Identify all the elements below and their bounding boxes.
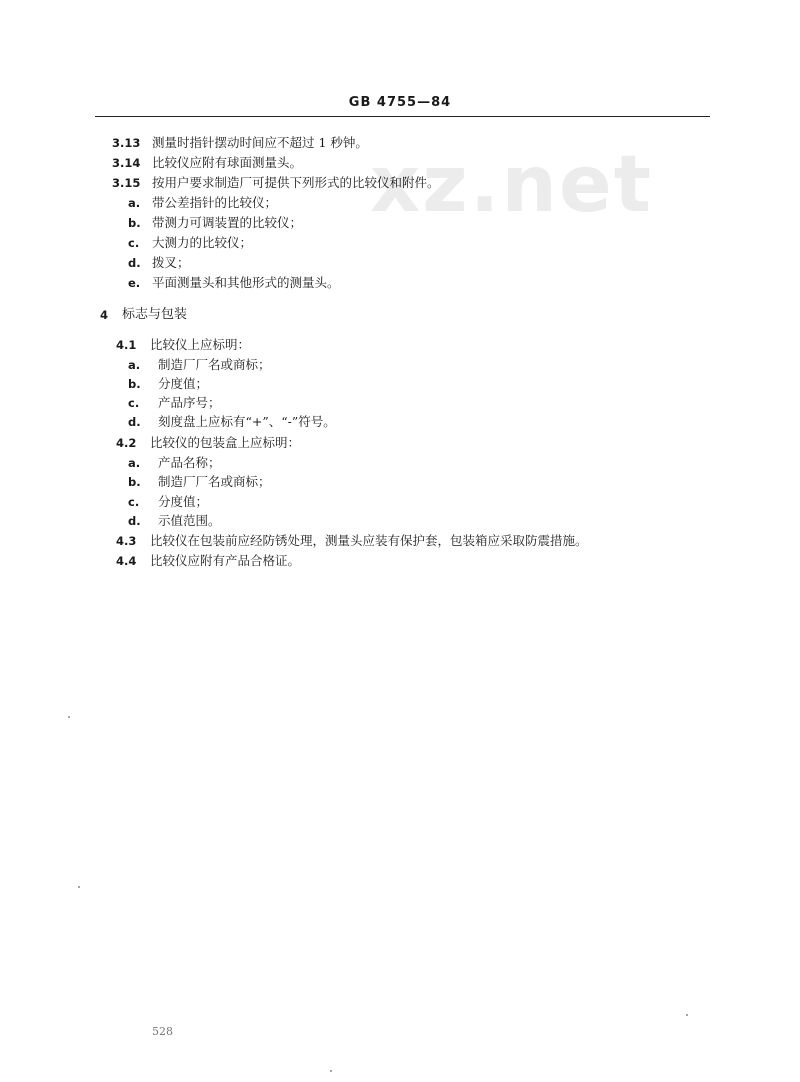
item-text: 大测力的比较仪； [152, 235, 253, 250]
clause-number: 3.15 [112, 176, 141, 190]
clause-number: 3.14 [112, 156, 141, 170]
item-text: 示值范围。 [158, 513, 221, 528]
item-letter: c. [128, 396, 140, 410]
watermark: xz.net [370, 140, 654, 230]
clause-number: 4.1 [116, 338, 137, 352]
item-letter: d. [128, 256, 141, 270]
item-text: 分度值； [158, 376, 209, 391]
item-text: 分度值； [158, 494, 209, 509]
item-text: 产品名称； [158, 455, 221, 470]
item-text: 拨叉； [152, 255, 190, 270]
clause-number: 4.4 [116, 554, 137, 568]
item-letter: a. [128, 196, 141, 210]
item-text: 带公差指针的比较仪； [152, 195, 278, 210]
page-number: 528 [152, 1025, 173, 1038]
item-letter: d. [128, 415, 141, 429]
item-letter: c. [128, 236, 140, 250]
clause-text: 比较仪应附有产品合格证。 [150, 553, 301, 568]
clause-number: 4.3 [116, 534, 137, 548]
item-text: 制造厂厂名或商标； [158, 357, 271, 372]
item-text: 刻度盘上应标有“+”、“-”符号。 [158, 414, 336, 429]
clause-text: 按用户要求制造厂可提供下列形式的比较仪和附件。 [152, 175, 440, 190]
item-letter: a. [128, 456, 141, 470]
item-text: 带测力可调装置的比较仪； [152, 215, 303, 230]
clause-text: 比较仪在包装前应经防锈处理，测量头应装有保护套，包装箱应采取防震措施。 [150, 533, 588, 548]
clause-text: 比较仪应附有球面测量头。 [152, 155, 303, 170]
item-letter: b. [128, 475, 141, 489]
item-letter: b. [128, 216, 141, 230]
scan-speck [68, 716, 70, 718]
scan-speck [330, 1070, 332, 1072]
scan-speck [686, 1014, 688, 1016]
clause-number: 3.13 [112, 136, 141, 150]
page-header: GB 4755—84 [348, 95, 452, 110]
header-rule [95, 116, 710, 117]
section-title: 标志与包装 [122, 307, 188, 322]
item-letter: a. [128, 358, 141, 372]
section-number: 4 [100, 308, 109, 322]
scan-speck [78, 886, 80, 888]
item-text: 制造厂厂名或商标； [158, 474, 271, 489]
item-text: 平面测量头和其他形式的测量头。 [152, 275, 340, 290]
clause-text: 比较仪的包装盒上应标明： [150, 435, 301, 450]
item-letter: c. [128, 495, 140, 509]
item-letter: b. [128, 377, 141, 391]
item-text: 产品序号； [158, 395, 221, 410]
item-letter: d. [128, 514, 141, 528]
clause-text: 比较仪上应标明： [150, 337, 251, 352]
clause-text: 测量时指针摆动时间应不超过 1 秒钟。 [152, 135, 368, 150]
clause-number: 4.2 [116, 436, 137, 450]
item-letter: e. [128, 276, 141, 290]
